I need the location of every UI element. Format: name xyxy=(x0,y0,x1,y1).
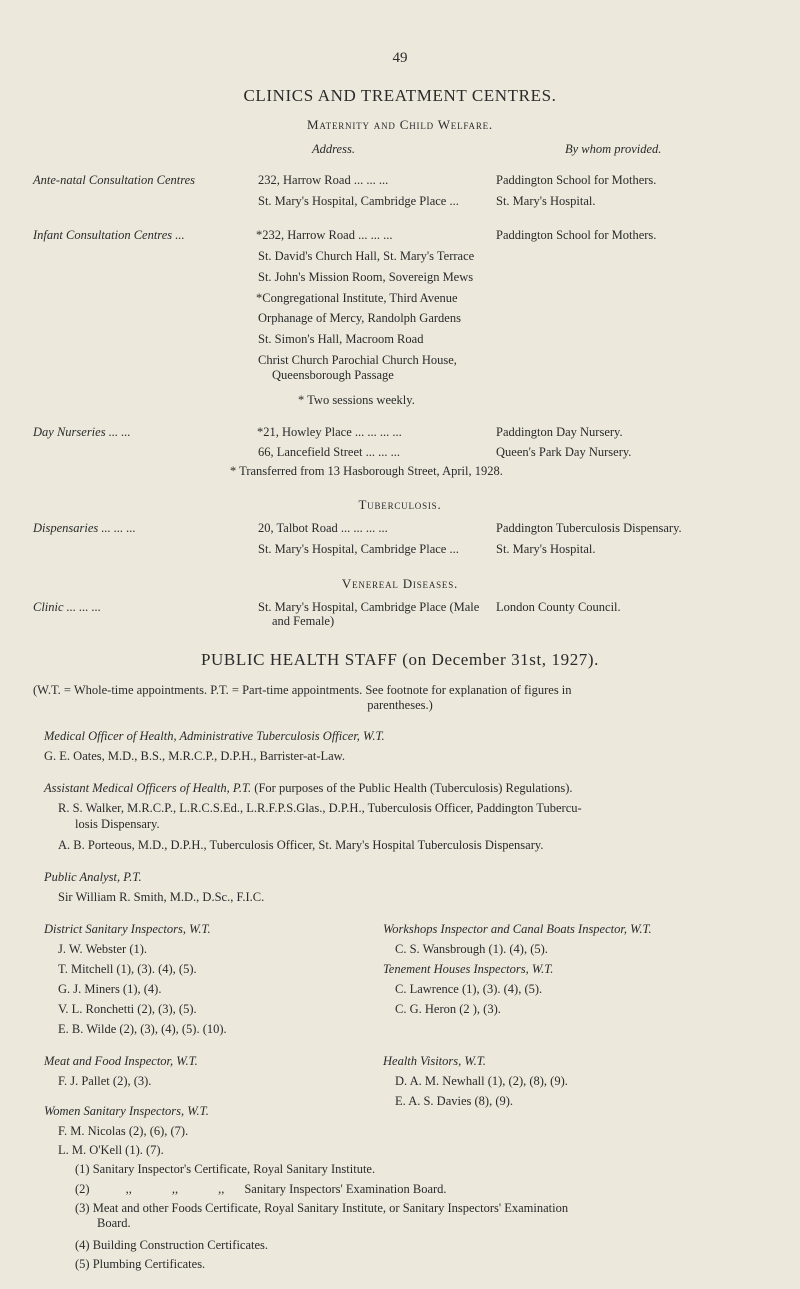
women-inspector: F. M. Nicolas (2), (6), (7). xyxy=(58,1124,189,1138)
nursery-address: *21, Howley Place ... ... ... ... xyxy=(257,425,402,439)
dispensaries-label: Dispensaries ... ... ... xyxy=(33,521,136,535)
visitors-title: Health Visitors, W.T. xyxy=(383,1054,486,1068)
tb-provider: St. Mary's Hospital. xyxy=(496,542,596,556)
moh-title: Medical Officer of Health, Administrative Tuberculosis Officer, W.T. xyxy=(44,729,385,743)
women-inspector: L. M. O'Kell (1). (7). xyxy=(58,1143,164,1157)
health-visitor: D. A. M. Newhall (1), (2), (8), (9). xyxy=(395,1074,568,1088)
footnote: (5) Plumbing Certificates. xyxy=(75,1257,206,1271)
infant-provider: Paddington School for Mothers. xyxy=(496,228,657,242)
vd-address: St. Mary's Hospital, Cambridge Place (Male xyxy=(258,600,480,614)
meat-inspector: F. J. Pallet (2), (3). xyxy=(58,1074,152,1088)
antenatal-address: St. Mary's Hospital, Cambridge Place ... xyxy=(258,194,459,208)
district-inspector: V. L. Ronchetti (2), (3), (5). xyxy=(58,1002,197,1016)
vd-heading: Venereal Diseases. xyxy=(341,576,459,591)
tenement-inspector: C. Lawrence (1), (3). (4), (5). xyxy=(395,982,543,996)
page-number: 49 xyxy=(392,50,408,66)
footnote: Board. xyxy=(97,1216,131,1230)
amo-entry: A. B. Porteous, M.D., D.P.H., Tuberculosis Officer, St. Mary's Hospital Tuberculosis Dispensary. xyxy=(58,838,544,852)
infant-label: Infant Consultation Centres ... xyxy=(33,228,185,242)
infant-address: *Congregational Institute, Third Avenue xyxy=(256,291,458,305)
nursery-provider: Paddington Day Nursery. xyxy=(496,425,623,439)
amo-note: (For purposes of the Public Health (Tuberculosis) Regulations). xyxy=(254,781,573,795)
tb-provider: Paddington Tuberculosis Dispensary. xyxy=(496,521,682,535)
footnote: (4) Building Construction Certificates. xyxy=(75,1238,269,1252)
staff-title: PUBLIC HEALTH STAFF (on December 31st, 1927). xyxy=(200,650,600,669)
antenatal-label: Ante-natal Consultation Centres xyxy=(33,173,196,187)
district-inspector: E. B. Wilde (2), (3), (4), (5). (10). xyxy=(58,1022,227,1036)
infant-footnote: * Two sessions weekly. xyxy=(298,393,415,407)
district-inspector: T. Mitchell (1), (3). (4), (5). xyxy=(58,962,197,976)
workshops-title: Workshops Inspector and Canal Boats Inspector, W.T. xyxy=(383,922,652,936)
infant-address: Queensborough Passage xyxy=(272,368,394,382)
antenatal-provider: Paddington School for Mothers. xyxy=(496,173,657,187)
provider-column-header: By whom provided. xyxy=(565,142,662,156)
infant-address: Christ Church Parochial Church House, xyxy=(258,353,457,367)
district-inspector: G. J. Miners (1), (4). xyxy=(58,982,162,996)
moh-name: G. E. Oates, M.D., B.S., M.R.C.P., D.P.H., Barrister-at-Law. xyxy=(44,749,346,763)
tenement-inspector: C. G. Heron (2 ), (3). xyxy=(395,1002,501,1016)
mcw-heading: Maternity and Child Welfare. xyxy=(307,117,493,132)
staff-intro: (W.T. = Whole-time appointments. P.T. = Part-time appointments. See footnote for explanation of figures in xyxy=(33,683,572,697)
staff-intro: parentheses.) xyxy=(367,698,433,712)
analyst-name: Sir William R. Smith, M.D., D.Sc., F.I.C. xyxy=(58,890,265,904)
health-visitor: E. A. S. Davies (8), (9). xyxy=(395,1094,514,1108)
women-title: Women Sanitary Inspectors, W.T. xyxy=(44,1104,209,1118)
vd-provider: London County Council. xyxy=(496,600,621,614)
infant-address: St. Simon's Hall, Macroom Road xyxy=(258,332,424,346)
infant-address: St. David's Church Hall, St. Mary's Terrace xyxy=(258,249,475,263)
tenement-title: Tenement Houses Inspectors, W.T. xyxy=(383,962,554,976)
nurseries-label: Day Nurseries ... ... xyxy=(33,425,131,439)
infant-address: *232, Harrow Road ... ... ... xyxy=(256,228,393,242)
workshops-inspector: C. S. Wansbrough (1). (4), (5). xyxy=(395,942,548,956)
clinic-label: Clinic ... ... ... xyxy=(33,600,102,614)
footnote: (1) Sanitary Inspector's Certificate, Royal Sanitary Institute. xyxy=(75,1162,376,1176)
analyst-title: Public Analyst, P.T. xyxy=(44,870,142,884)
amo-heading xyxy=(44,781,573,796)
nursery-footnote: * Transferred from 13 Hasborough Street, April, 1928. xyxy=(230,464,503,478)
amo-entry: losis Dispensary. xyxy=(75,817,160,831)
amo-entry: R. S. Walker, M.R.C.P., L.R.C.S.Ed., L.R.F.P.S.Glas., D.P.H., Tuberculosis Officer, Paddington Tubercu- xyxy=(58,801,582,815)
footnote: (3) Meat and other Foods Certificate, Royal Sanitary Institute, or Sanitary Inspectors' Examination xyxy=(75,1201,569,1215)
address-column-header: Address. xyxy=(312,142,355,156)
infant-address: Orphanage of Mercy, Randolph Gardens xyxy=(258,311,461,325)
antenatal-provider: St. Mary's Hospital. xyxy=(496,194,596,208)
vd-address: and Female) xyxy=(272,614,335,628)
district-title: District Sanitary Inspectors, W.T. xyxy=(44,922,211,936)
footnote: (2) ,, ,, ,, Sanitary Inspectors' Examination Board. xyxy=(75,1182,447,1196)
clinics-title: CLINICS AND TREATMENT CENTRES. xyxy=(243,86,557,105)
nursery-provider: Queen's Park Day Nursery. xyxy=(496,445,632,459)
nursery-address: 66, Lancefield Street ... ... ... xyxy=(258,445,400,459)
amo-title: Assistant Medical Officers of Health, P.T. xyxy=(44,781,252,795)
antenatal-address: 232, Harrow Road ... ... ... xyxy=(258,173,389,187)
tb-heading: Tuberculosis. xyxy=(358,497,442,512)
tb-address: 20, Talbot Road ... ... ... ... xyxy=(258,521,388,535)
meat-title: Meat and Food Inspector, W.T. xyxy=(44,1054,198,1068)
tb-address: St. Mary's Hospital, Cambridge Place ... xyxy=(258,542,459,556)
infant-address: St. John's Mission Room, Sovereign Mews xyxy=(258,270,474,284)
district-inspector: J. W. Webster (1). xyxy=(58,942,148,956)
